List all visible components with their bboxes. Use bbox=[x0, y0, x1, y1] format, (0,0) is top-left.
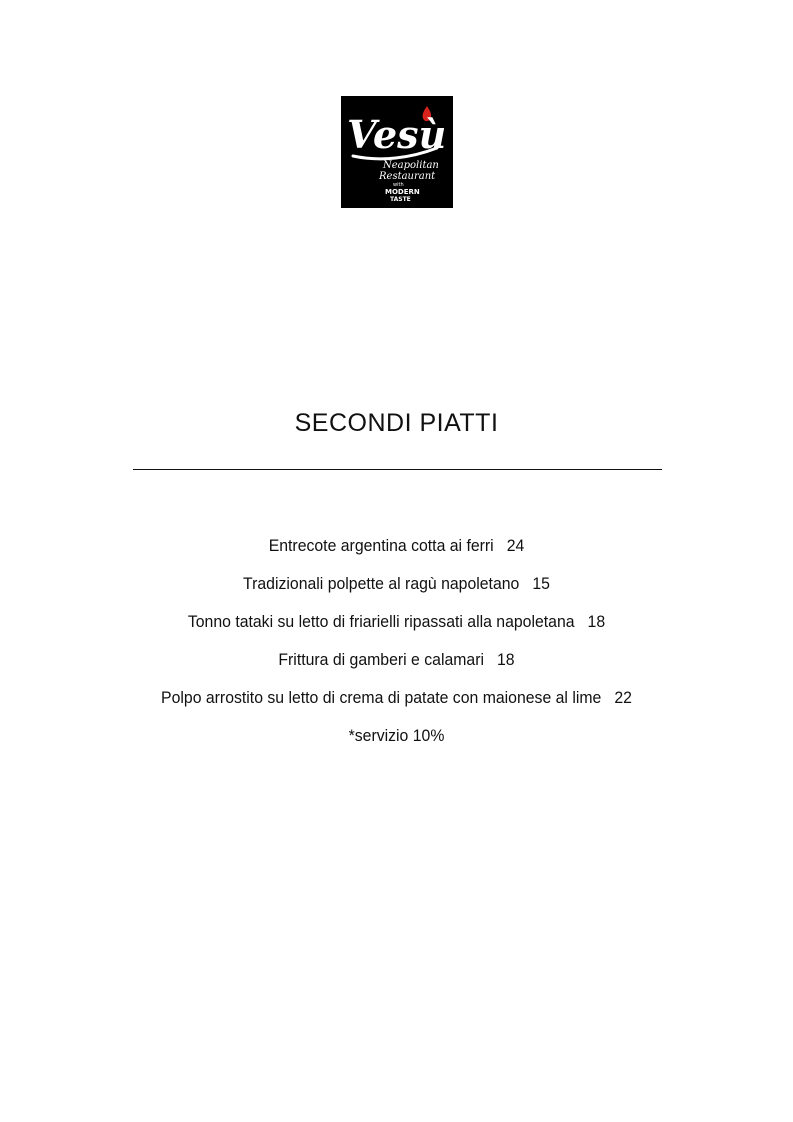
menu-item-name: Frittura di gamberi e calamari bbox=[278, 650, 484, 669]
menu-item bbox=[28, 534, 765, 572]
menu-item-name: Polpo arrostito su letto di crema di patate con maionese al lime bbox=[161, 688, 602, 707]
menu-item-price: 24 bbox=[506, 536, 525, 555]
menu-item-price: 18 bbox=[587, 612, 606, 631]
logo-tagline-1: Neapolitan bbox=[383, 160, 439, 171]
menu-item-name: Entrecote argentina cotta ai ferri bbox=[268, 536, 494, 555]
menu-item-name: Tonno tataki su letto di friarielli ripassati alla napoletana bbox=[187, 612, 575, 631]
menu-item bbox=[28, 648, 765, 686]
logo-brand-text: Vesù bbox=[347, 112, 447, 157]
menu-item bbox=[28, 610, 765, 648]
menu-list bbox=[0, 534, 793, 724]
logo-tagline-4: MODERN bbox=[385, 188, 420, 196]
menu-item-price: 15 bbox=[532, 574, 550, 593]
menu-item-name: Tradizionali polpette al ragù napoletano bbox=[243, 574, 520, 593]
section-title: SECONDI PIATTI bbox=[294, 409, 499, 437]
logo-tagline-5: TASTE bbox=[390, 196, 411, 203]
logo-tagline-2: Restaurant bbox=[379, 171, 436, 182]
title-divider bbox=[133, 469, 662, 470]
menu-item-price: 18 bbox=[497, 650, 515, 669]
menu-item bbox=[28, 572, 765, 610]
restaurant-logo bbox=[341, 96, 453, 208]
menu-item bbox=[28, 686, 765, 724]
logo-tagline-3: with bbox=[393, 182, 404, 188]
vesu-logo-icon bbox=[341, 96, 453, 208]
service-charge-note: *servizio 10% bbox=[348, 726, 445, 745]
menu-item-price: 22 bbox=[614, 688, 632, 707]
